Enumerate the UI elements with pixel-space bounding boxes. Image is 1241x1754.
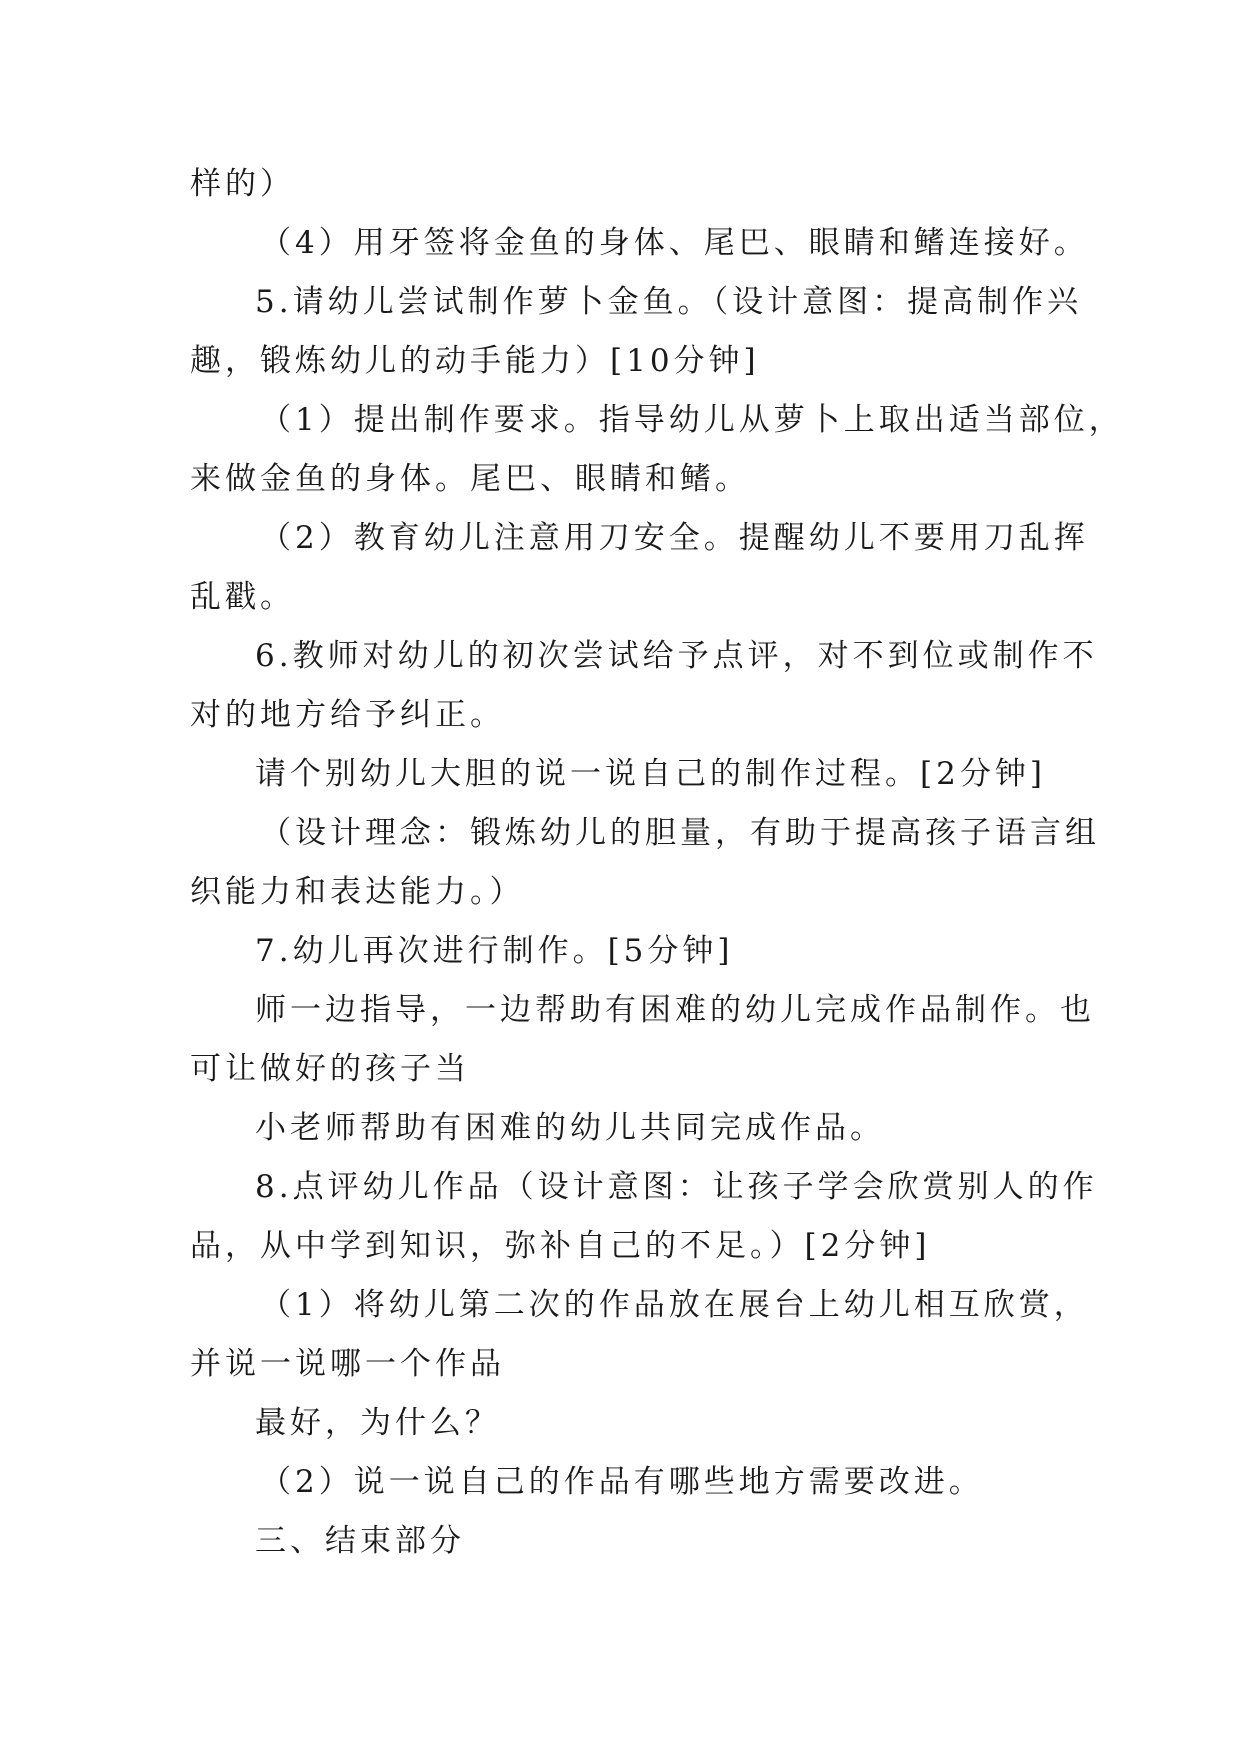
text-line: 趣，锻炼幼儿的动手能力）[10分钟] [190, 343, 760, 379]
text-line: 乱戳。 [190, 579, 295, 615]
text-line: （4）用牙签将金鱼的身体、尾巴、眼睛和鳍连接好。 [260, 225, 1089, 261]
text-line: （2）说一说自己的作品有哪些地方需要改进。 [260, 1464, 984, 1500]
text-line: 来做金鱼的身体。尾巴、眼睛和鳍。 [190, 461, 750, 497]
text-line: 6.教师对幼儿的初次尝试给予点评，对不到位或制作不 [255, 638, 1098, 674]
text-line: 小老师帮助有困难的幼儿共同完成作品。 [255, 1110, 885, 1146]
text-line: 可让做好的孩子当 [190, 1051, 470, 1087]
text-line: 师一边指导，一边帮助有困难的幼儿完成作品制作。也 [255, 992, 1095, 1028]
section-heading: 三、结束部分 [255, 1523, 465, 1559]
text-line: （2）教育幼儿注意用刀安全。提醒幼儿不要用刀乱挥 [260, 520, 1089, 556]
text-line: （1）提出制作要求。指导幼儿从萝卜上取出适当部位， [260, 402, 1124, 438]
text-line: 样的） [190, 166, 295, 202]
text-line: 8.点评幼儿作品（设计意图：让孩子学会欣赏别人的作 [255, 1169, 1098, 1205]
text-line: 请个别幼儿大胆的说一说自己的制作过程。[2分钟] [255, 756, 1046, 792]
text-line: 最好，为什么？ [255, 1405, 500, 1441]
text-line: （设计理念：锻炼幼儿的胆量，有助于提高孩子语言组 [260, 815, 1100, 851]
text-line: 织能力和表达能力。） [190, 874, 525, 910]
text-line: 并说一说哪一个作品 [190, 1346, 505, 1382]
text-line: 对的地方给予纠正。 [190, 697, 505, 733]
text-line: 7.幼儿再次进行制作。[5分钟] [255, 933, 734, 969]
text-line: （1）将幼儿第二次的作品放在展台上幼儿相互欣赏， [260, 1287, 1089, 1323]
text-line: 品，从中学到知识，弥补自己的不足。）[2分钟] [190, 1228, 931, 1264]
text-line: 5.请幼儿尝试制作萝卜金鱼。（设计意图：提高制作兴 [255, 284, 1083, 320]
